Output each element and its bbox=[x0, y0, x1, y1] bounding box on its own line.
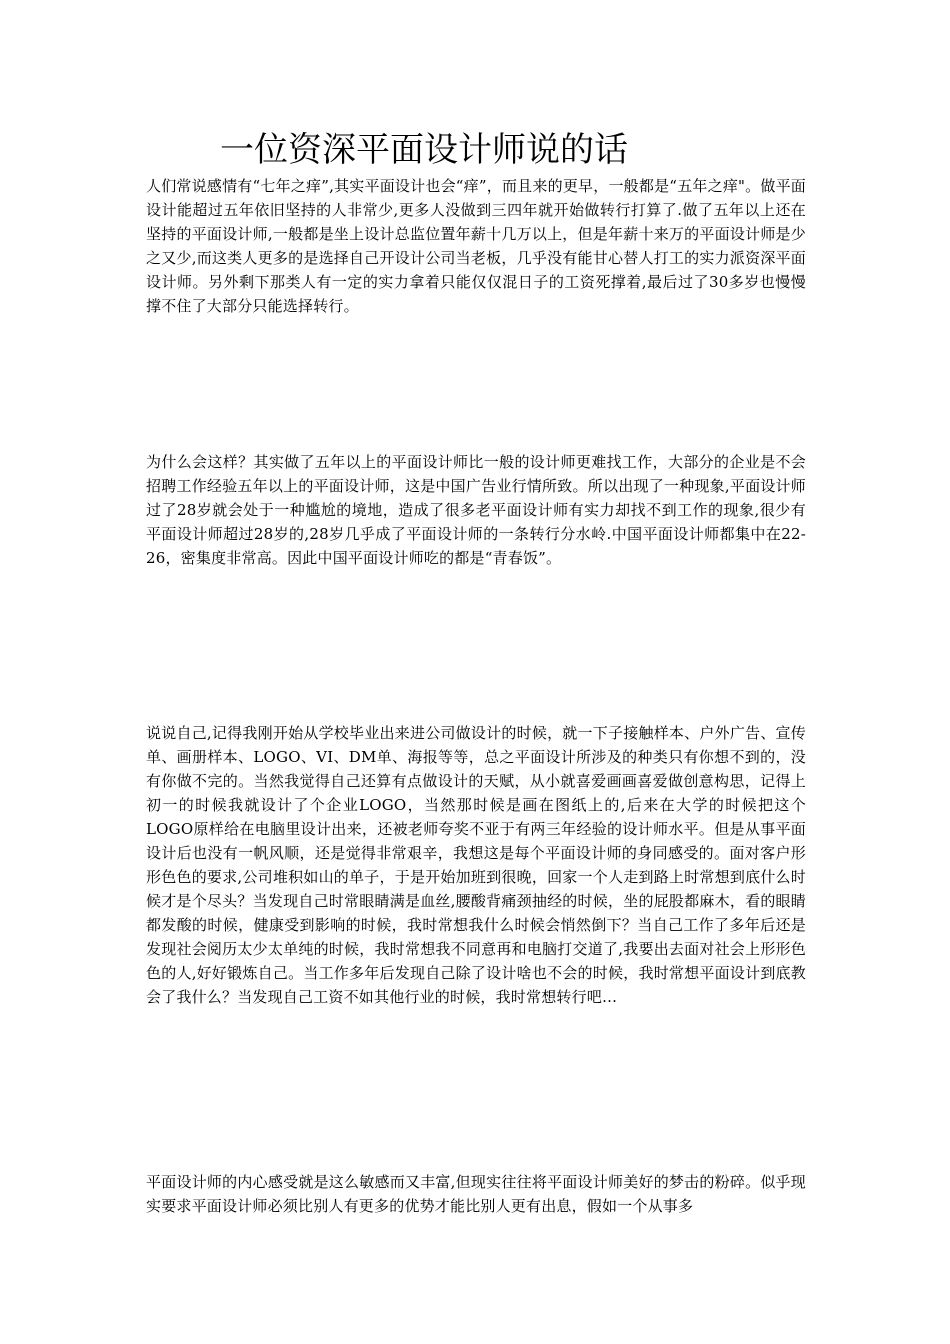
paragraph-about-myself: 说说自己,记得我刚开始从学校毕业出来进公司做设计的时候，就一下子接触样本、户外广告、宣传单、画册样本、LOGO、VI、DM单、海报等等，总之平面设计所涉及的种类只有你想不到的，没有你做不完的。当然我觉得自己还算有点做设计的天赋，从小就喜爱画画喜爱做创意构思，记得上初一的时候我就设计了个企业LOGO，当然那时候是画在图纸上的,后来在大学的时候把这个LOGO原样给在电脑里设计出来，还被老师夸奖不亚于有两三年经验的设计师水平。但是从事平面设计后也没有一帆风顺，还是觉得非常艰辛，我想这是每个平面设计师的身同感受的。面对客户形形色色的要求,公司堆积如山的单子，于是开始加班到很晚，回家一个人走到路上时常想到底什么时候才是个尽头？当发现自己时常眼睛满是血丝,腰酸背痛颈抽经的时候，坐的屁股都麻木，看的眼睛都发酸的时候，健康受到影响的时候，我时常想我什么时候会悄然倒下？当自己工作了多年后还是发现社会阅历太少太单纯的时候，我时常想我不同意再和电脑打交道了,我要出去面对社会上形形色色的人,好好锻炼自己。当工作多年后发现自己除了设计啥也不会的时候，我时常想平面设计到底教会了我什么？当发现自己工资不如其他行业的时候，我时常想转行吧… bbox=[146, 724, 806, 1006]
paragraph-inner-feelings: 平面设计师的内心感受就是这么敏感而又丰富,但现实往往将平面设计师美好的梦击的粉碎。似乎现实要求平面设计师必须比别人有更多的优势才能比别人更有出息，假如一个从事多 bbox=[146, 1173, 806, 1215]
paragraph-seven-year-itch: 人们常说感情有“七年之痒”,其实平面设计也会“痒”，而且来的更早，一般都是“五年之痒"。做平面设计能超过五年依旧坚持的人非常少,更多人没做到三四年就开始做转行打算了.做了五年以上还在坚持的平面设计师,一般都是坐上设计总监位置年薪十几万以上，但是年薪十来万的平面设计师是少之又少,而这类人更多的是选择自己开设计公司当老板，几乎没有能甘心替人打工的实力派资深平面设计师。另外剩下那类人有一定的实力拿着只能仅仅混日子的工资死撑着,最后过了30多岁也慢慢撑不住了大部分只能选择转行。 bbox=[146, 177, 806, 315]
document-title: 一位资深平面设计师说的话 bbox=[220, 130, 628, 170]
paragraph-why-so: 为什么会这样？其实做了五年以上的平面设计师比一般的设计师更难找工作，大部分的企业是不会招聘工作经验五年以上的平面设计师，这是中国广告业行情所致。所以出现了一种现象,平面设计师过了28岁就会处于一种尴尬的境地，造成了很多老平面设计师有实力却找不到工作的现象,很少有平面设计师超过28岁的,28岁几乎成了平面设计师的一条转行分水岭.中国平面设计师都集中在22-26，密集度非常高。因此中国平面设计师吃的都是“青春饭”。 bbox=[146, 453, 806, 567]
